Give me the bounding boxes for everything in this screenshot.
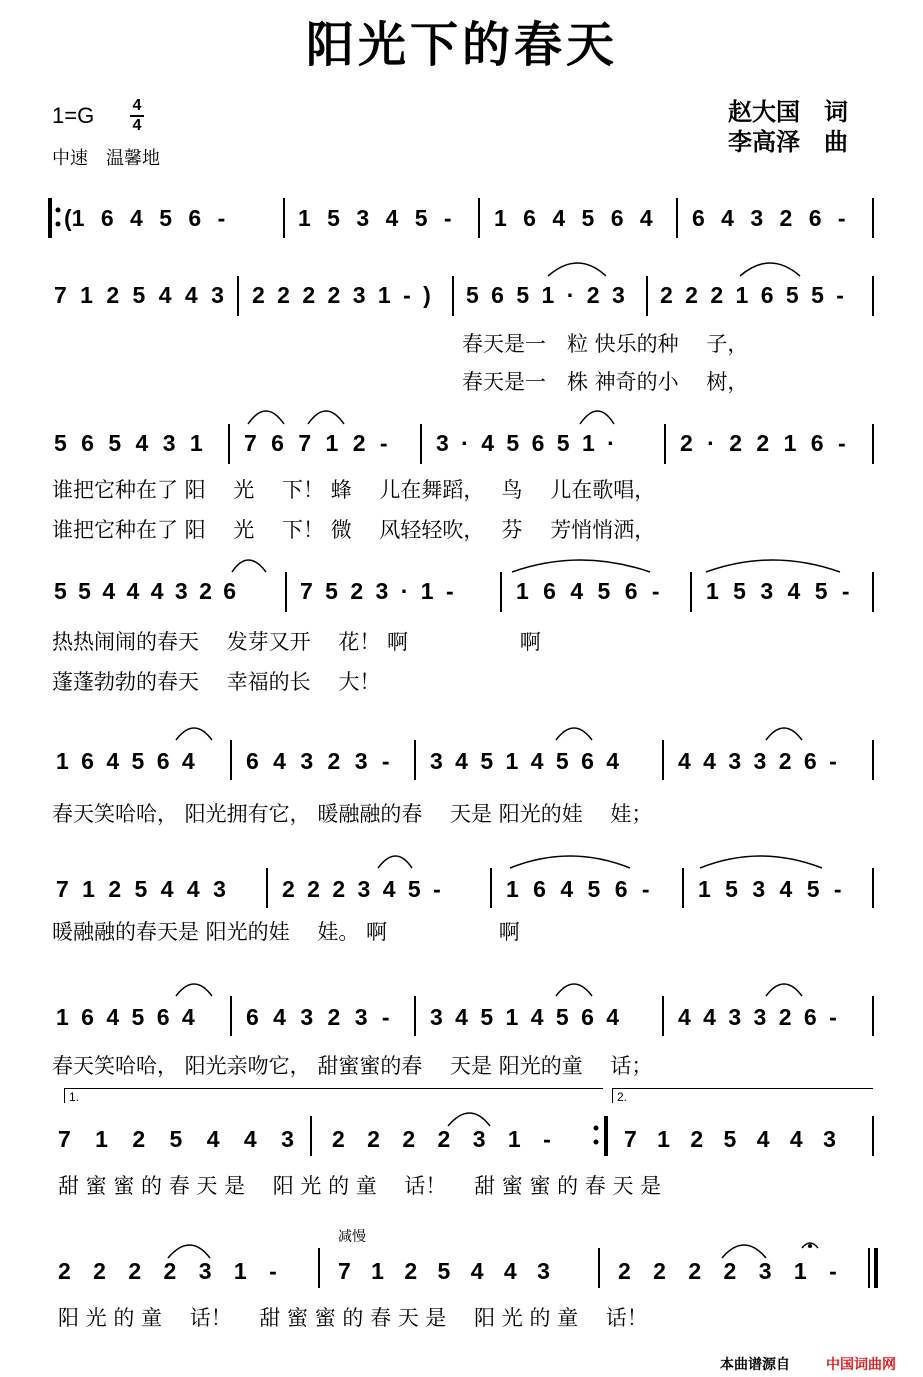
measure: 7 5 2 3 · 1 -: [300, 578, 454, 604]
slur: [168, 1245, 210, 1258]
lyric-line: 谁把它种在了 阳 光 下！ 蜂 儿在舞蹈， 鸟 儿在歌唱，: [52, 478, 656, 502]
lyric-line: 热热闹闹的春天 发芽又开 花！ 啊 啊: [52, 630, 541, 654]
time-signature-top: 4: [132, 97, 142, 114]
measure: 3 4 5 1 4 5 6 4: [430, 748, 620, 774]
repeat-dot: [594, 1126, 599, 1131]
second-ending-bracket: [612, 1088, 873, 1103]
measure: 2 · 2 2 1 6 -: [680, 430, 846, 456]
measure: 7 1 2 5 4 4 3: [624, 1126, 836, 1152]
measure: 1 6 4 5 6 -: [516, 578, 660, 604]
slur: [722, 1245, 766, 1258]
lyric-line: 春天笑哈哈， 阳光拥有它， 暖融融的春 天是 阳光的娃 娃；: [52, 802, 653, 826]
repeat-dot: [56, 208, 61, 213]
slur: [556, 728, 592, 740]
slur: [766, 984, 802, 996]
lyricist-credit: 赵大国 词: [728, 98, 848, 126]
slur: [548, 263, 606, 276]
measure: 2 2 2 2 3 1 -: [58, 1258, 277, 1284]
measure: 1 5 3 4 5 -: [706, 578, 850, 604]
fermata: [802, 1243, 818, 1248]
slur: [248, 411, 284, 424]
footer-source-text: 本曲谱源自: [720, 1357, 790, 1373]
first-ending-label: 1.: [69, 1090, 80, 1104]
measure: 7 1 2 5 4 4 3: [56, 876, 226, 902]
measure: 4 4 3 3 2 6 -: [678, 748, 837, 774]
lyric-line: 蓬蓬勃勃的春天 幸福的长 大！: [52, 670, 381, 694]
slur: [176, 728, 212, 740]
lyric-line: 甜 蜜 蜜 的 春 天 是 阳 光 的 童 话！ 甜 蜜 蜜 的 春 天 是: [58, 1174, 662, 1198]
slur: [308, 411, 344, 424]
measure: 1 6 4 5 6 -: [506, 876, 650, 902]
measure: 3 4 5 1 4 5 6 4: [430, 1004, 620, 1030]
slur: [706, 560, 840, 572]
measure: 5 6 5 4 3 1: [54, 430, 203, 456]
lyric-line: 谁把它种在了 阳 光 下！ 微 风轻轻吹， 芬 芳悄悄洒，: [52, 518, 656, 542]
slur: [378, 856, 412, 868]
measure: 5 6 5 1 · 2 3: [466, 282, 625, 308]
slur: [510, 856, 630, 868]
slur: [556, 984, 592, 996]
measure: 2 2 2 2 3 1 - ): [252, 282, 431, 308]
first-ending-bracket: [64, 1088, 603, 1103]
measure: 6 4 3 2 3 -: [246, 748, 390, 774]
measure: 7 1 2 5 4 4 3: [338, 1258, 550, 1284]
repeat-dot: [56, 222, 61, 227]
measure: 1 6 4 5 6 4: [56, 1004, 195, 1030]
footer-site-link[interactable]: 中国词曲网: [826, 1357, 896, 1373]
slur: [176, 984, 212, 996]
measure: 1 6 4 5 6 4: [494, 205, 653, 231]
ritardando-marking: 减慢: [338, 1229, 366, 1245]
measure: 2 2 2 2 3 1 -: [332, 1126, 551, 1152]
time-signature-bottom: 4: [132, 117, 142, 134]
slur: [580, 411, 614, 424]
composer-credit: 李高泽 曲: [728, 128, 848, 156]
measure: 7 6 7 1 2 -: [244, 430, 388, 456]
second-ending-label: 2.: [617, 1090, 628, 1104]
time-signature: [128, 97, 146, 135]
slur: [512, 560, 650, 572]
slur: [448, 1113, 490, 1126]
lyric-line: 春天是一 粒 快乐的种 子，: [462, 332, 749, 356]
measure: 6 4 3 2 6 -: [692, 205, 846, 231]
tempo-marking: 中速 温馨地: [52, 148, 160, 169]
key-signature: 1=G: [52, 103, 95, 128]
lyric-line: 暖融融的春天是 阳光的娃 娃。 啊 啊: [52, 920, 520, 944]
measure: 1 5 3 4 5 -: [698, 876, 842, 902]
measure: 3 · 4 5 6 5 1 ·: [436, 430, 615, 456]
measure: 2 2 2 1 6 5 5 -: [660, 282, 844, 308]
repeat-dot: [594, 1140, 599, 1145]
song-title: 阳光下的春天: [306, 17, 619, 73]
measure: 5 5 4 4 4 3 2 6: [54, 578, 237, 604]
measure: 4 4 3 3 2 6 -: [678, 1004, 837, 1030]
slur: [766, 728, 802, 740]
measure: 2 2 2 3 4 5 -: [282, 876, 441, 902]
slur: [232, 560, 266, 572]
slur: [740, 263, 800, 276]
measure: (1 6 4 5 6 -: [64, 205, 226, 231]
measure: 6 4 3 2 3 -: [246, 1004, 390, 1030]
slur: [700, 856, 822, 868]
lyric-line: 春天笑哈哈， 阳光亲吻它， 甜蜜蜜的春 天是 阳光的童 话；: [52, 1054, 653, 1078]
measure: 2 2 2 2 3 1 -: [618, 1258, 837, 1284]
lyric-line: 春天是一 株 神奇的小 树，: [462, 370, 749, 394]
measure: 1 5 3 4 5 -: [298, 205, 452, 231]
measure: 1 6 4 5 6 4: [56, 748, 195, 774]
fermata-dot: [808, 1244, 812, 1248]
lyric-line: 阳 光 的 童 话！ 甜 蜜 蜜 的 春 天 是 阳 光 的 童 话！: [58, 1306, 648, 1330]
measure: 7 1 2 5 4 4 3: [54, 282, 224, 308]
measure: 7 1 2 5 4 4 3: [58, 1126, 294, 1152]
